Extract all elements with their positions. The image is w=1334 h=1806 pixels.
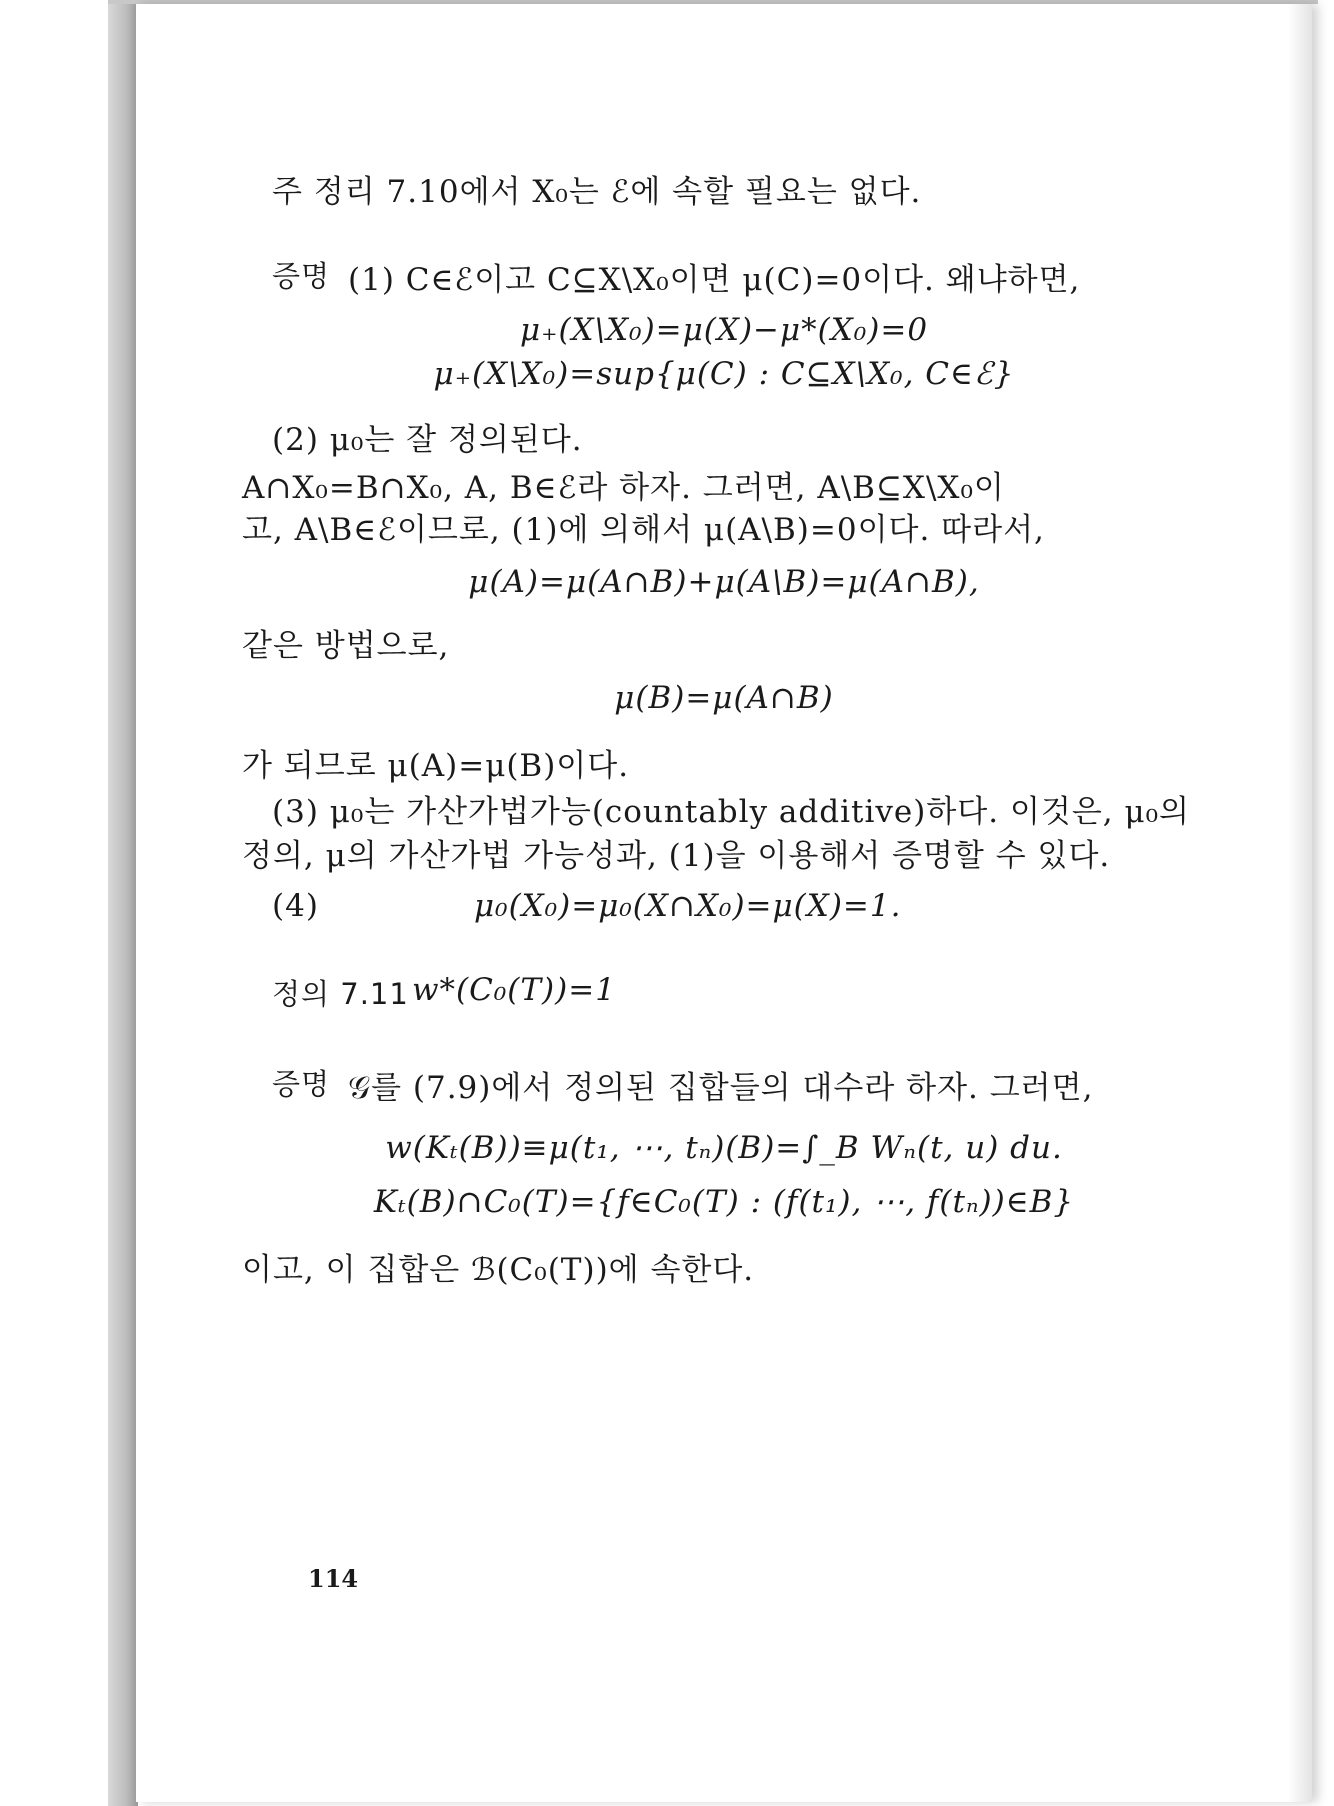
step4-equation: μ₀(X₀)=μ₀(X∩X₀)=μ(X)=1. (474, 888, 902, 924)
step2-line: (2) μ₀는 잘 정의된다. (272, 422, 583, 458)
step3-line2: 정의, μ의 가산가법 가능성과, (1)을 이용해서 증명할 수 있다. (242, 838, 1111, 874)
equation-1: μ₊(X\X₀)=μ(X)−μ*(X₀)=0 (519, 312, 929, 348)
proof1-heading: 증명 (272, 259, 331, 293)
definition-equation: w*(C₀(T))=1 (412, 972, 616, 1008)
book-spine-edge (108, 0, 138, 1806)
final-line: 이고, 이 집합은 ℬ(C₀(T))에 속한다. (242, 1252, 755, 1288)
paragraph2-line2: 고, A\B∈ℰ이므로, (1)에 의해서 μ(A\B)=0이다. 따라서, (242, 512, 1045, 548)
equation-3: μ(A)=μ(A∩B)+μ(A\B)=μ(A∩B), (468, 564, 980, 600)
page-number: 114 (308, 1564, 359, 1593)
proof2-heading: 증명 (272, 1067, 331, 1101)
same-method-line: 같은 방법으로, (242, 628, 450, 664)
equation-6: Kₜ(B)∩C₀(T)={f∈C₀(T) : (f(t₁), ⋯, f(tₙ))∈B} (373, 1184, 1075, 1220)
book-page (136, 4, 1312, 1802)
note-line: 주 정리 7.10에서 X₀는 ℰ에 속할 필요는 없다. (272, 174, 922, 210)
step4-number: (4) (272, 888, 319, 924)
equation-4: μ(B)=μ(A∩B) (614, 680, 834, 716)
paragraph2-line1: A∩X₀=B∩X₀, A, B∈ℰ라 하자. 그러면, A\B⊆X\X₀이 (242, 470, 1005, 506)
proof1-line: (1) C∈ℰ이고 C⊆X\X₀이면 μ(C)=0이다. 왜냐하면, (348, 262, 1081, 298)
definition-heading: 정의 7.11 (272, 977, 409, 1011)
proof2-line: 𝒢를 (7.9)에서 정의된 집합들의 대수라 하자. 그러면, (348, 1070, 1094, 1106)
equation-2: μ₊(X\X₀)=sup{μ(C) : C⊆X\X₀, C∈ℰ} (433, 356, 1015, 392)
page-shade (1288, 4, 1312, 1802)
conclusion-line: 가 되므로 μ(A)=μ(B)이다. (242, 748, 630, 784)
equation-5: w(Kₜ(B))≡μ(t₁, ⋯, tₙ)(B)=∫_B Wₙ(t, u) du. (385, 1130, 1063, 1166)
step3-line1: (3) μ₀는 가산가법가능(countably additive)하다. 이것은, μ₀의 (272, 794, 1191, 830)
